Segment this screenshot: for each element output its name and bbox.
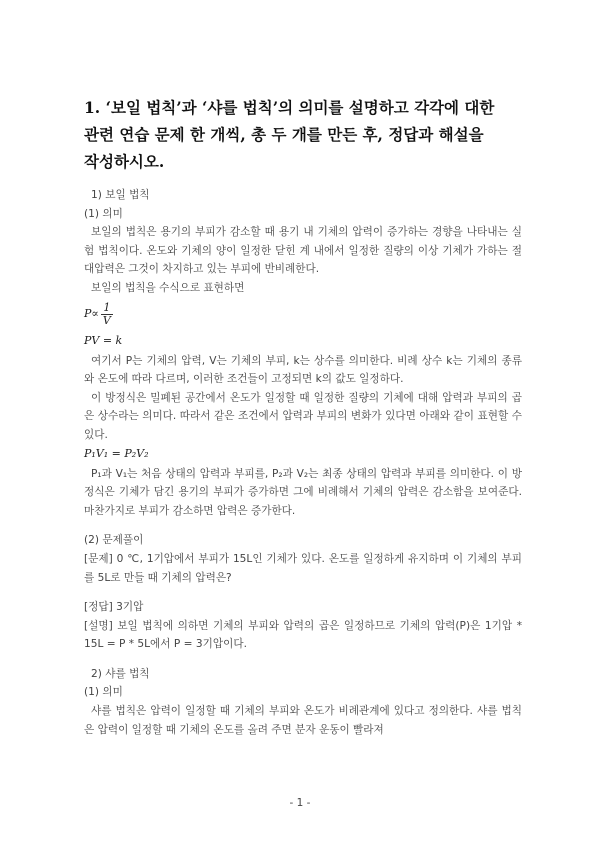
- paragraph-formula-intro: 보일의 법칙을 수식으로 표현하면: [91, 281, 245, 294]
- formula-proportional: [84, 300, 522, 330]
- formula-pv-constant: [84, 332, 522, 352]
- fraction-numerator: 1: [101, 302, 113, 315]
- spacer: [84, 654, 522, 665]
- paragraph-explain-1: 여기서 P는 기체의 압력, V는 기체의 부피, k는 상수를 의미한다. 비례 상수 k는 기체의 종류와 온도에 따라 다르며, 이러한 조건들이 고정되면 k의 값도 일정하다.: [84, 354, 522, 386]
- paragraph-answer: [정답] 3기압: [84, 601, 144, 614]
- paragraph-explain-3: P₁과 V₁는 처음 상태의 압력과 부피를, P₂과 V₂는 최종 상태의 압력과 부피를 의미한다. 이 방정식은 기체가 담긴 용기의 부피가 증가하면 그에 비례해서 기체의 압력은 감소함을 보여준다. 마찬가지로 부피가 감소하면 압력은 증가한다.: [84, 467, 522, 517]
- formula-proportional-left: P∝: [84, 307, 99, 321]
- title-line-3: 작성하시오.: [84, 152, 165, 171]
- subheading-charles-meaning: (1) 의미: [84, 686, 123, 699]
- section-heading-boyle: 1) 보일 법칙: [91, 189, 150, 201]
- formula-fraction: [101, 302, 113, 327]
- spacer: [84, 520, 522, 531]
- paragraph-problem: [문제] 0 ℃, 1기압에서 부피가 15L인 기체가 있다. 온도를 일정하게 유지하며 이 기체의 부피를 5L로 만들 때 기체의 압력은?: [84, 552, 522, 584]
- page-number: - 1 -: [289, 797, 311, 809]
- page-title: [84, 94, 534, 175]
- formula-pv-text: PV = k: [84, 334, 123, 348]
- formula-p1v1-text: P₁V₁ = P₂V₂: [84, 447, 149, 461]
- paragraph-boyle-meaning: 보일의 법칙은 용기의 부피가 감소할 때 용기 내 기체의 압력이 증가하는 경향을 나타내는 실험 법칙이다. 온도와 기체의 양이 일정한 닫힌 계 내에서 일정한 질량의 이상 기체가 가하는 절대압력은 그것이 차지하고 있는 부피에 반비례한다.: [84, 226, 522, 276]
- paragraph-charles-meaning: 샤를 법칙은 압력이 일정할 때 기체의 부피와 온도가 비례관계에 있다고 정의한다. 샤를 법칙은 압력이 일정할 때 기체의 온도를 올려 주면 분자 운동이 빨라져: [84, 705, 522, 736]
- subheading-problem: (2) 문제풀이: [84, 534, 144, 547]
- formula-p1v1-p2v2: [84, 445, 522, 465]
- title-line-1: 1. ‘보일 법칙’과 ‘샤를 법칙’의 의미를 설명하고 각각에 대한: [84, 98, 495, 117]
- subheading-boyle-meaning: (1) 의미: [84, 207, 123, 220]
- title-line-2: 관련 연습 문제 한 개씩, 총 두 개를 만든 후, 정답과 해설을: [84, 125, 484, 144]
- document-body: [84, 186, 522, 739]
- paragraph-explain-2: 이 방정식은 밀폐된 공간에서 온도가 일정할 때 일정한 질량의 기체에 대해 압력과 부피의 곱은 상수라는 의미다. 따라서 같은 조건에서 압력과 부피의 변화가 있다면 아래와 같이 표현할 수 있다.: [84, 391, 522, 441]
- section-heading-charles: 2) 샤를 법칙: [91, 667, 150, 680]
- fraction-denominator: V: [102, 314, 111, 328]
- spacer: [84, 587, 522, 598]
- paragraph-solution: [설명] 보일 법칙에 의하면 기체의 부피와 압력의 곱은 일정하므로 기체의 압력(P)은 1기압 * 15L = P * 5L에서 P = 3기압이다.: [84, 619, 522, 651]
